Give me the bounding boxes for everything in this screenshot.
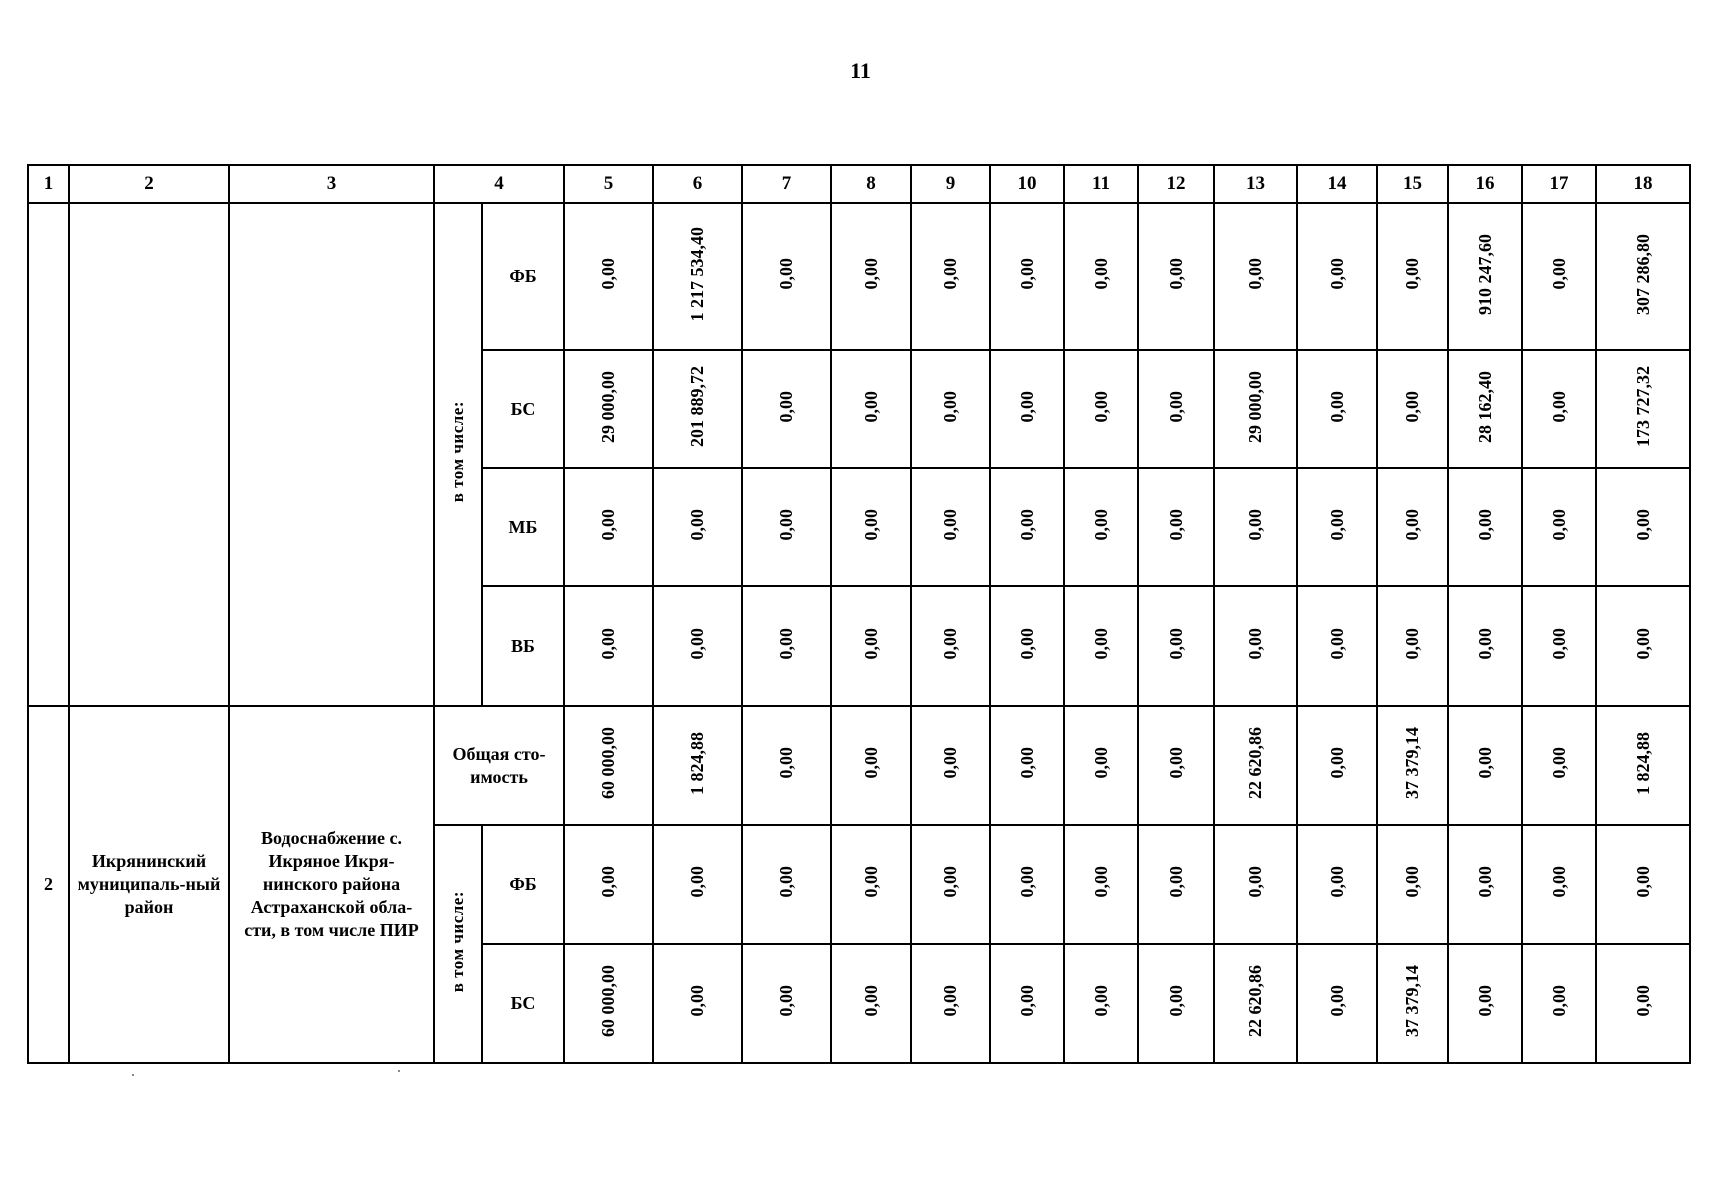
value-text: 0,00 [1326, 627, 1347, 660]
value-cell [911, 586, 990, 706]
value-text: 0,00 [687, 508, 707, 541]
value-cell [831, 203, 911, 350]
value-cell [1596, 586, 1690, 706]
column-number-header: 2 [69, 165, 229, 203]
value-cell [1297, 706, 1377, 825]
page-number: 11 [850, 58, 871, 83]
column-number-header: 3 [229, 165, 434, 203]
value-cell [1448, 203, 1522, 350]
value-text: 60 000,00 [598, 727, 618, 799]
value-cell [1064, 350, 1138, 468]
column-number-header: 14 [1297, 165, 1377, 203]
value-text: 29 000,00 [598, 370, 618, 443]
value-text: 0,00 [1165, 985, 1186, 1017]
value-text: 0,00 [776, 390, 796, 423]
value-text: 0,00 [598, 508, 618, 541]
value-cell [911, 825, 990, 944]
value-cell [1522, 350, 1596, 468]
value-cell [911, 468, 990, 586]
value-cell [1064, 825, 1138, 944]
column-number-header: 15 [1377, 165, 1448, 203]
value-text: 0,00 [1402, 627, 1422, 660]
value-cell [831, 825, 911, 944]
value-text: 0,00 [776, 747, 796, 779]
value-cell [564, 203, 653, 350]
value-cell [1448, 825, 1522, 944]
value-cell [1377, 203, 1448, 350]
value-text: 0,00 [940, 985, 960, 1017]
value-cell [1596, 825, 1690, 944]
value-cell [742, 944, 831, 1063]
value-text: 0,00 [1090, 747, 1111, 779]
value-cell [742, 468, 831, 586]
value-text: 0,00 [687, 866, 707, 898]
value-cell [1377, 586, 1448, 706]
value-cell [1214, 350, 1297, 468]
value-text: 0,00 [1165, 508, 1186, 541]
value-text: 0,00 [1326, 866, 1347, 898]
value-text: 0,00 [598, 258, 618, 290]
value-text: 0,00 [940, 866, 960, 898]
value-text: 0,00 [776, 866, 796, 898]
object-cell [229, 706, 434, 1063]
value-cell [1448, 350, 1522, 468]
total-label-cell [434, 706, 564, 825]
fund-label: ВБ [511, 635, 535, 656]
value-cell [1522, 203, 1596, 350]
value-cell [911, 706, 990, 825]
column-number-header: 10 [990, 165, 1064, 203]
value-text: 0,00 [1326, 985, 1347, 1017]
value-cell [1064, 706, 1138, 825]
value-cell [653, 586, 742, 706]
table-row [28, 706, 1690, 825]
column-number-header: 11 [1064, 165, 1138, 203]
fund-label: БС [510, 398, 536, 419]
value-cell [1297, 203, 1377, 350]
value-text: 0,00 [1402, 508, 1422, 541]
value-cell [1596, 706, 1690, 825]
value-cell [564, 706, 653, 825]
value-cell [742, 203, 831, 350]
value-cell [1138, 825, 1214, 944]
value-text: 0,00 [860, 866, 881, 898]
value-text: 1 824,88 [687, 731, 707, 795]
value-cell [653, 706, 742, 825]
value-text: 0,00 [598, 866, 618, 898]
value-cell [653, 468, 742, 586]
value-text: 0,00 [776, 627, 796, 660]
value-text: 0,00 [687, 627, 707, 660]
value-text: 0,00 [1090, 627, 1111, 660]
column-number-header: 5 [564, 165, 653, 203]
fund-cell [482, 825, 564, 944]
object-cell [229, 203, 434, 706]
value-text: 0,00 [1090, 390, 1111, 423]
fund-cell [482, 944, 564, 1063]
budget-table [27, 164, 1691, 1064]
value-cell [1064, 586, 1138, 706]
value-cell [1448, 586, 1522, 706]
value-text: 0,00 [1474, 985, 1495, 1017]
value-text: 0,00 [860, 258, 881, 290]
value-text: 0,00 [1165, 747, 1186, 779]
value-cell [564, 586, 653, 706]
value-cell [1138, 944, 1214, 1063]
value-cell [831, 586, 911, 706]
value-cell [1297, 468, 1377, 586]
value-text: 0,00 [1016, 390, 1037, 423]
value-text: 0,00 [1632, 508, 1653, 541]
value-text: 0,00 [1090, 258, 1111, 290]
column-number-header: 12 [1138, 165, 1214, 203]
value-cell [1214, 706, 1297, 825]
value-text: 0,00 [1548, 866, 1569, 898]
municipality-cell [69, 203, 229, 706]
municipality-name: Икрянинский муниципаль-ный район [77, 851, 221, 917]
total-label: Общая сто-имость [452, 743, 546, 787]
value-cell [1138, 203, 1214, 350]
value-text: 1 824,88 [1632, 731, 1653, 795]
value-cell [1377, 706, 1448, 825]
row-number: 2 [44, 874, 53, 894]
value-cell [1377, 350, 1448, 468]
value-cell [1522, 944, 1596, 1063]
value-text: 0,00 [1090, 866, 1111, 898]
value-text: 0,00 [1548, 627, 1569, 660]
value-text: 0,00 [1548, 508, 1569, 541]
value-text: 0,00 [1474, 747, 1495, 779]
value-cell [1297, 350, 1377, 468]
column-number-header: 1 [28, 165, 69, 203]
value-text: 0,00 [860, 985, 881, 1017]
value-cell [653, 350, 742, 468]
fund-cell [482, 586, 564, 706]
value-cell [564, 350, 653, 468]
value-text: 0,00 [1326, 258, 1347, 290]
value-cell [1138, 706, 1214, 825]
value-cell [1297, 825, 1377, 944]
value-cell [742, 350, 831, 468]
value-cell [742, 706, 831, 825]
value-text: 0,00 [1402, 390, 1422, 423]
fund-cell [482, 203, 564, 350]
table-body [28, 165, 1690, 1063]
fund-label: МБ [508, 516, 538, 537]
value-cell [1448, 468, 1522, 586]
value-text: 22 620,86 [1245, 965, 1265, 1037]
value-text: 0,00 [1474, 627, 1495, 660]
value-text: 0,00 [860, 747, 881, 779]
fund-cell [482, 350, 564, 468]
fund-label: ФБ [509, 266, 537, 286]
value-text: 0,00 [1016, 747, 1037, 779]
scan-speck [398, 1070, 400, 1072]
value-text: 0,00 [1016, 866, 1037, 898]
value-cell [1214, 586, 1297, 706]
value-text: 0,00 [776, 258, 796, 290]
value-text: 0,00 [1165, 390, 1186, 423]
value-text: 0,00 [940, 747, 960, 779]
row-number-cell [28, 706, 69, 1063]
scan-speck [132, 1074, 134, 1076]
value-text: 0,00 [1016, 508, 1037, 541]
value-text: 0,00 [598, 627, 618, 660]
value-text: 0,00 [776, 985, 796, 1017]
value-text: 173 727,32 [1632, 366, 1653, 447]
column-number-header: 18 [1596, 165, 1690, 203]
value-text: 0,00 [1548, 747, 1569, 779]
value-text: 0,00 [1245, 508, 1265, 541]
value-cell [742, 586, 831, 706]
column-number-header: 7 [742, 165, 831, 203]
value-cell [1522, 468, 1596, 586]
value-cell [1522, 586, 1596, 706]
value-cell [911, 350, 990, 468]
value-text: 0,00 [940, 508, 960, 541]
sub-label-cell [434, 203, 482, 706]
fund-label: БС [510, 993, 536, 1013]
value-cell [990, 944, 1064, 1063]
sub-label-text: в том числе: [448, 890, 467, 993]
value-cell [1214, 825, 1297, 944]
value-cell [831, 944, 911, 1063]
value-text: 0,00 [1548, 985, 1569, 1017]
value-cell [1596, 468, 1690, 586]
value-text: 0,00 [1548, 258, 1569, 290]
value-text: 0,00 [1165, 866, 1186, 898]
value-cell [1064, 944, 1138, 1063]
value-cell [990, 203, 1064, 350]
value-text: 29 000,00 [1245, 370, 1265, 443]
value-cell [1138, 350, 1214, 468]
value-text: 0,00 [1326, 508, 1347, 541]
value-text: 0,00 [940, 390, 960, 423]
value-cell [1448, 944, 1522, 1063]
value-cell [1297, 944, 1377, 1063]
value-text: 0,00 [1090, 985, 1111, 1017]
value-cell [911, 203, 990, 350]
value-cell [1377, 944, 1448, 1063]
value-cell [653, 825, 742, 944]
value-text: 0,00 [1326, 390, 1347, 423]
value-text: 0,00 [1165, 258, 1186, 290]
value-text: 0,00 [1632, 627, 1653, 660]
value-cell [990, 468, 1064, 586]
value-cell [990, 350, 1064, 468]
value-text: 0,00 [860, 627, 881, 660]
value-text: 0,00 [1632, 866, 1653, 898]
municipality-cell [69, 706, 229, 1063]
value-cell [1064, 203, 1138, 350]
value-text: 0,00 [1090, 508, 1111, 541]
value-cell [1138, 586, 1214, 706]
value-cell [653, 203, 742, 350]
value-cell [653, 944, 742, 1063]
value-cell [742, 825, 831, 944]
sub-label-text: в том числе: [448, 401, 467, 503]
value-cell [1448, 706, 1522, 825]
value-cell [1138, 468, 1214, 586]
value-cell [1214, 468, 1297, 586]
value-text: 28 162,40 [1474, 370, 1495, 443]
value-text: 0,00 [1016, 985, 1037, 1017]
object-name: Водоснабжение с. Икряное Икря-нинского района Астраханской обла-сти, в том числе ПИР [244, 828, 419, 940]
number-cell [28, 203, 69, 706]
header-row [28, 165, 1690, 203]
column-number-header: 17 [1522, 165, 1596, 203]
value-cell [564, 944, 653, 1063]
value-text: 60 000,00 [598, 965, 618, 1037]
column-number-header: 9 [911, 165, 990, 203]
value-text: 0,00 [687, 985, 707, 1017]
value-cell [1377, 825, 1448, 944]
value-text: 307 286,80 [1632, 233, 1653, 315]
value-text: 0,00 [776, 508, 796, 541]
value-cell [831, 468, 911, 586]
value-cell [911, 944, 990, 1063]
value-cell [831, 350, 911, 468]
value-text: 0,00 [1245, 258, 1265, 290]
value-cell [564, 468, 653, 586]
value-text: 0,00 [1402, 866, 1422, 898]
value-cell [1522, 706, 1596, 825]
column-number-header: 6 [653, 165, 742, 203]
value-cell [990, 586, 1064, 706]
value-text: 0,00 [1016, 258, 1037, 290]
value-cell [831, 706, 911, 825]
value-text: 0,00 [940, 627, 960, 660]
value-cell [1214, 944, 1297, 1063]
value-cell [1596, 203, 1690, 350]
value-text: 37 379,14 [1402, 727, 1422, 799]
sub-label-cell [434, 825, 482, 1063]
value-text: 0,00 [1245, 627, 1265, 660]
value-text: 0,00 [1165, 627, 1186, 660]
value-cell [564, 825, 653, 944]
value-cell [1214, 203, 1297, 350]
value-cell [1522, 825, 1596, 944]
value-cell [1377, 468, 1448, 586]
value-text: 201 889,72 [687, 366, 707, 447]
value-text: 910 247,60 [1474, 233, 1495, 315]
value-cell [1596, 350, 1690, 468]
table-row [28, 203, 1690, 350]
column-number-header: 16 [1448, 165, 1522, 203]
value-cell [1596, 944, 1690, 1063]
value-text: 0,00 [860, 508, 881, 541]
value-text: 0,00 [1402, 258, 1422, 290]
column-number-header: 8 [831, 165, 911, 203]
fund-label: ФБ [509, 874, 537, 894]
value-text: 0,00 [1474, 508, 1495, 541]
value-text: 0,00 [1016, 627, 1037, 660]
column-number-header: 13 [1214, 165, 1297, 203]
value-text: 37 379,14 [1402, 965, 1422, 1037]
value-text: 1 217 534,40 [687, 226, 707, 322]
value-cell [990, 825, 1064, 944]
value-cell [1297, 586, 1377, 706]
value-text: 0,00 [1548, 390, 1569, 423]
value-text: 0,00 [1474, 866, 1495, 898]
value-text: 22 620,86 [1245, 727, 1265, 799]
value-text: 0,00 [1326, 747, 1347, 779]
value-cell [1064, 468, 1138, 586]
value-text: 0,00 [860, 390, 881, 423]
column-number-header: 4 [434, 165, 564, 203]
value-text: 0,00 [1632, 985, 1653, 1017]
value-text: 0,00 [1245, 866, 1265, 898]
value-cell [990, 706, 1064, 825]
value-text: 0,00 [940, 258, 960, 290]
fund-cell [482, 468, 564, 586]
